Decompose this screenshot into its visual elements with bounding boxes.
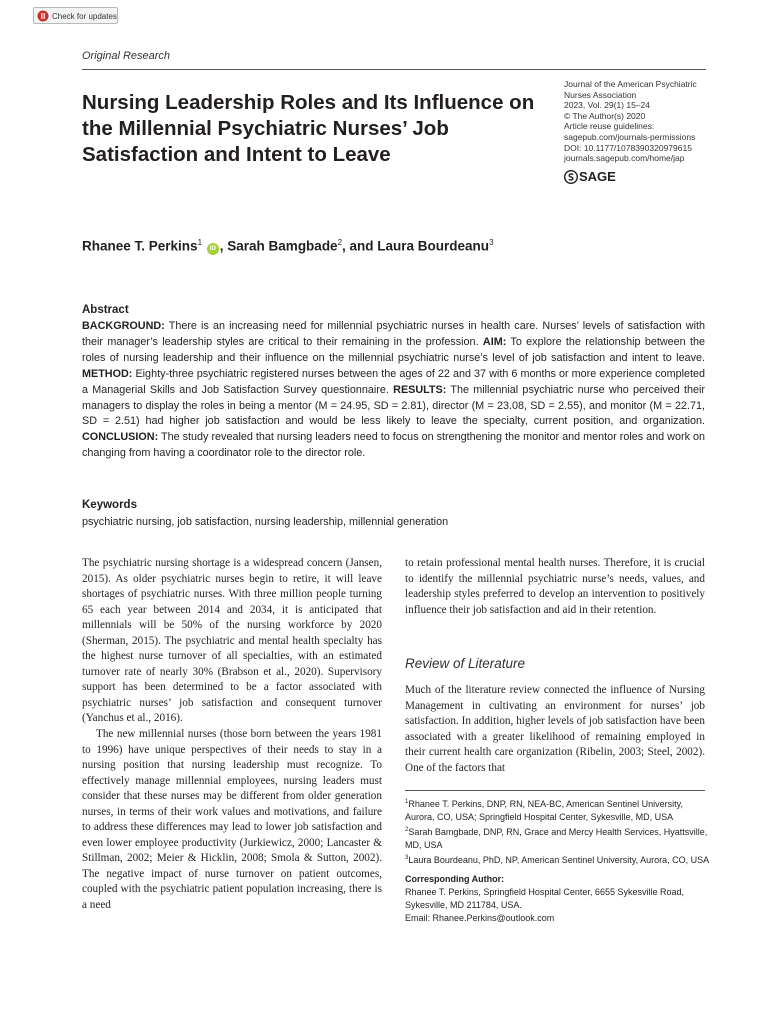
sage-logo-icon — [564, 170, 578, 184]
section-heading: Review of Literature — [405, 656, 526, 671]
article-title: Nursing Leadership Roles and Its Influence on the Millennial Psychiatric Nurses’ Job Satisfaction and Intent to Leave — [82, 91, 535, 166]
keywords-heading: Keywords — [82, 499, 137, 511]
journal-line: 2023, Vol. 29(1) 15–24 — [564, 100, 651, 111]
affiliation-mark: 3 — [489, 238, 494, 247]
journal-line: Article reuse guidelines: — [564, 121, 655, 132]
author-list — [82, 238, 494, 255]
affiliation-text: Laura Bourdeanu, PhD, NP, American Sentinel University, Aurora, CO, USA — [408, 855, 710, 865]
check-for-updates-button[interactable] — [33, 7, 118, 24]
journal-line[interactable]: sagepub.com/journals-permissions — [564, 131, 696, 142]
affiliation-mark: 1 — [197, 238, 203, 247]
aim-label: AIM: — [482, 335, 507, 348]
method-text: Eighty-three psychiatric registered nurses between the ages of 22 and 37 with 6 months or more experience completed a Managerial Skills and Job Satisfaction Survey questionnaire. — [82, 367, 705, 396]
journal-line[interactable]: journals.sagepub.com/home/jap — [564, 153, 685, 164]
body-right-column — [405, 556, 705, 618]
conclusion-label: CONCLUSION: — [82, 431, 159, 444]
journal-line: Nurses Association — [564, 89, 637, 100]
author-name: Rhanee T. Perkins — [82, 238, 198, 254]
header-rule — [82, 69, 706, 70]
update-check-icon — [37, 10, 49, 22]
section-label: Original Research — [82, 50, 171, 62]
method-label: METHOD: — [82, 367, 133, 380]
background-label: BACKGROUND: — [82, 320, 165, 332]
corresponding-author-heading: Corresponding Author: — [405, 874, 505, 884]
body-right-column-lower — [405, 683, 705, 776]
background-text: There is an increasing need for millennial psychiatric nurses in health care. Nurses’ levels of satisfaction with their manager’s leadership styles are critical to their remaining in the profession. — [82, 320, 705, 348]
body-left-column — [82, 556, 382, 956]
results-text: The millennial psychiatric nurse who perceived their managers to display the roles in being a mentor (M = 24.95, SD = 2.81), director (M = 23.08, SD = 2.55), and monitor (M = 22.71, SD = 2.51) had higher job satisfaction and would be less likely to leave the specialty, current position, and organization. — [82, 383, 705, 428]
aim-text: To explore the relationship between the roles of nursing leadership and their influence on the millennial psychiatric nurse’s level of job satisfaction and intent to leave. — [82, 335, 705, 364]
body-paragraph: The new millennial nurses (those born between the years 1981 to 1996) have unique perspectives of their needs to stay in a nursing position that nursing leadership must recognize. To effectively manage millennial employees, nursing leaders must consider that these nurses may be different from older generation nurses, in terms of their work values and motivations, and failure to address these differences may lead to lower job satisfaction and even lower employee productivity (Jurkiewicz, 2000; Lancaster & Stillman, 2002; Meier & Hicklin, 2008; Smola & Sutton, 2002). The negative impact of nurse turnover on patient outcomes, coupled with the psychiatric patient population increasing, there is a need — [82, 728, 382, 912]
affiliation-mark: 2 — [337, 238, 343, 247]
keywords-list: psychiatric nursing, job satisfaction, nursing leadership, millennial generation — [82, 516, 449, 528]
corresponding-author-address: Rhanee T. Perkins, Springfield Hospital Center, 6655 Sykesville Road, Sykesville, MD 211784, USA. — [405, 887, 684, 910]
affiliation-mark: 3 — [405, 855, 409, 861]
conclusion-text: The study revealed that nursing leaders need to focus on strengthening the monitor and mentor roles and work on changing from having a coordinator role to the director role. — [82, 431, 705, 460]
publisher-name: SAGE — [579, 169, 616, 184]
footnote-rule — [405, 790, 705, 791]
journal-line: © The Author(s) 2020 — [564, 110, 646, 121]
corresponding-author-email[interactable]: Email: Rhanee.Perkins@outlook.com — [405, 913, 555, 923]
footnotes — [405, 796, 710, 925]
body-paragraph: to retain professional mental health nurses. Therefore, it is crucial to identify the millennial psychiatric nurse’s needs, values, and leadership styles preferred to develop an intervention to positively influence their job satisfaction and aid in their retention. — [405, 557, 705, 616]
results-label: RESULTS: — [393, 383, 447, 396]
check-for-updates-label: Check for updates — [52, 12, 117, 21]
body-paragraph: The psychiatric nursing shortage is a widespread concern (Jansen, 2015). As older psychiatric nurses begin to retire, it will leave shortages of psychiatric nurses. With three million people turning 65 each year between 2014 and 2034, it is anticipated that millennials will be 50% of the nursing workforce by 2020 (Sherman, 2015). The psychiatric and mental health specialty has the highest nurse turnover of all specialties, with an estimated turnover rate of nearly 30% (Brabson et al., 2020). Supervisory support has been determined to be a factor associated with psychiatric nurses’ job satisfaction and consequent turnover (Yanchus et al., 2016). — [82, 557, 382, 725]
author-name: , Sarah Bamgbade — [219, 238, 338, 254]
affiliation-mark: 1 — [405, 799, 409, 805]
affiliation-note — [405, 824, 710, 852]
affiliation-mark: 2 — [405, 827, 409, 833]
affiliation-text: Rhanee T. Perkins, DNP, RN, NEA-BC, American Sentinel University, Aurora, CO, USA; Springfield Hospital Center, Sykesville, MD, USA — [405, 799, 683, 822]
body-paragraph: Much of the literature review connected the influence of Nursing Management in cultivating an environment for nurses’ job satisfaction. In addition, higher levels of job satisfaction have been associated with a greater likelihood of remaining employed in their current health care organization (Ribelin, 2003; Steel, 2002). One of the factors that — [405, 684, 705, 774]
abstract-body — [82, 319, 705, 462]
journal-info — [564, 79, 724, 164]
publisher-logo — [564, 169, 616, 184]
abstract-heading: Abstract — [82, 304, 129, 316]
journal-line: Journal of the American Psychiatric — [564, 79, 697, 89]
orcid-icon[interactable]: iD — [207, 243, 219, 255]
author-name: , and Laura Bourdeanu — [342, 238, 490, 254]
affiliation-note — [405, 796, 710, 824]
affiliation-note — [405, 852, 710, 867]
journal-line[interactable]: DOI: 10.1177/1078390320979615 — [564, 142, 692, 153]
affiliation-text: Sarah Bamgbade, DNP, RN, Grace and Mercy Health Services, Hyattsville, MD, USA — [405, 827, 708, 850]
